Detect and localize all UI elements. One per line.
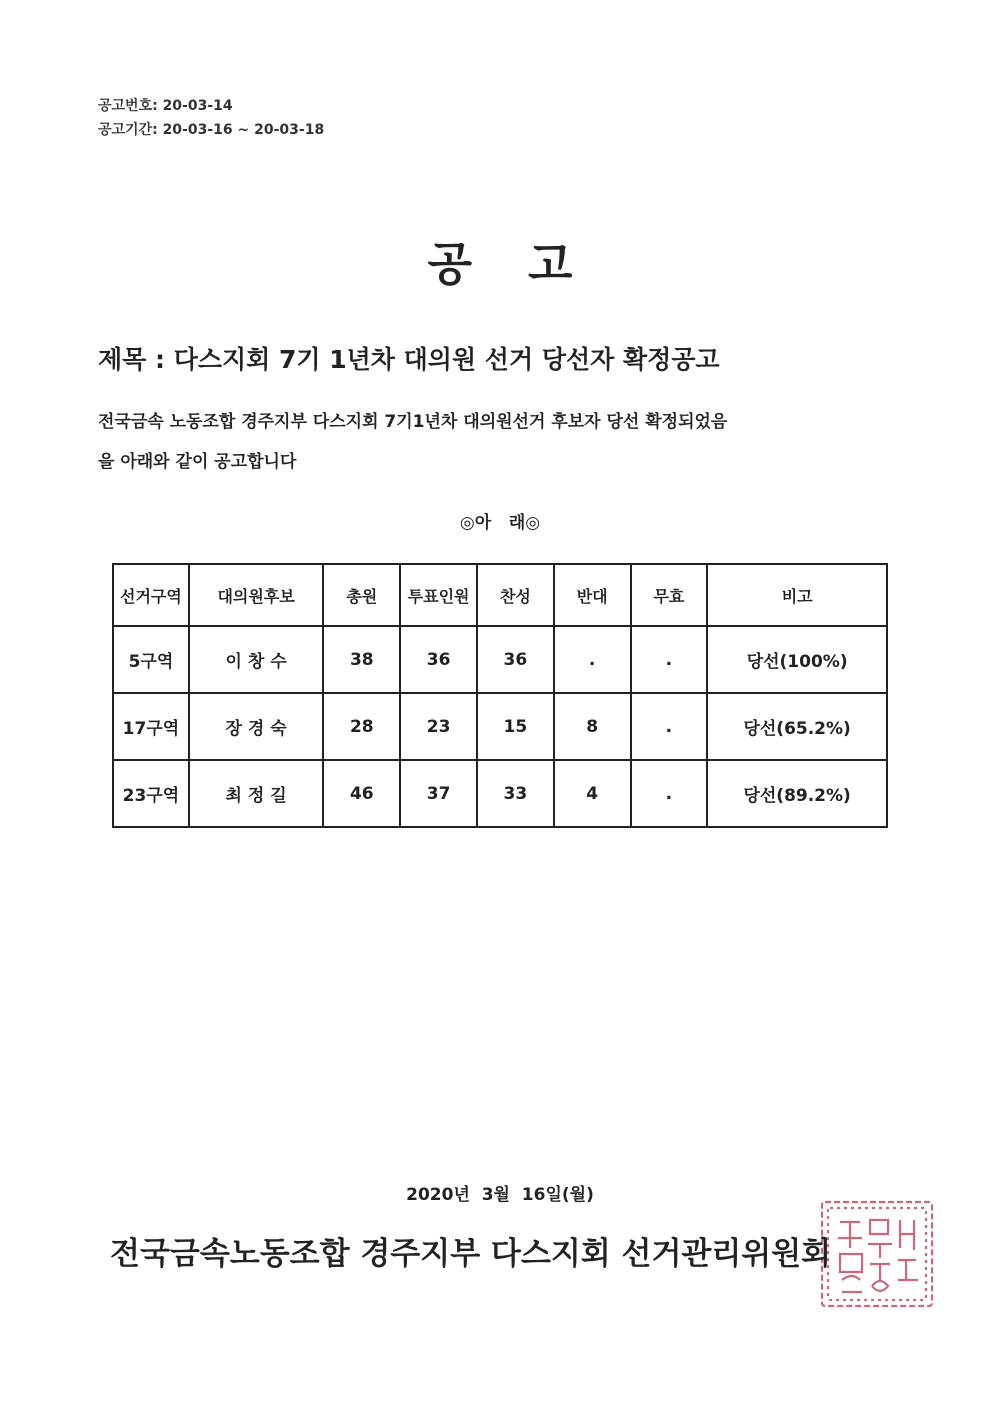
document-title: 공고 [427,237,629,291]
header-yes: 찬성 [477,564,554,626]
cell-voters: 23 [400,693,477,760]
header-total: 총원 [323,564,400,626]
cell-remarks: 당선(89.2%) [707,760,887,827]
cell-no: 8 [554,693,631,760]
cell-voters: 37 [400,760,477,827]
table-row [113,626,887,693]
cell-no: 4 [554,760,631,827]
cell-total: 28 [323,693,400,760]
issue-date: 2020년 3월 16일(월) [406,1185,594,1205]
official-seal-icon [818,1198,936,1310]
cell-invalid: . [631,760,708,827]
body-line-1: 전국금속 노동조합 경주지부 다스지회 7기1년차 대의원선거 후보자 당선 확정되었음 [98,412,728,432]
subject-line: 제목 : 다스지회 7기 1년차 대의원 선거 당선자 확정공고 [98,345,720,374]
section-heading: ◎아 래◎ [459,513,541,533]
header-candidate: 대의원후보 [189,564,324,626]
cell-total: 46 [323,760,400,827]
cell-yes: 15 [477,693,554,760]
table-header-row [113,564,887,626]
cell-district: 17구역 [113,693,189,760]
notice-period: 공고기간: 20-03-16 ~ 20-03-18 [98,122,325,138]
body-line-2: 을 아래와 같이 공고합니다 [98,452,297,472]
issuer-name: 전국금속노동조합 경주지부 다스지회 선거관리위원회 [110,1236,832,1272]
cell-invalid: . [631,626,708,693]
header-voters: 투표인원 [400,564,477,626]
header-invalid: 무효 [631,564,708,626]
header-no: 반대 [554,564,631,626]
cell-candidate: 최 정 길 [189,760,324,827]
table-row [113,760,887,827]
body-text [98,402,858,482]
cell-invalid: . [631,693,708,760]
cell-voters: 36 [400,626,477,693]
cell-district: 23구역 [113,760,189,827]
cell-candidate: 이 창 수 [189,626,324,693]
cell-remarks: 당선(100%) [707,626,887,693]
cell-yes: 33 [477,760,554,827]
table-row [113,693,887,760]
cell-yes: 36 [477,626,554,693]
cell-remarks: 당선(65.2%) [707,693,887,760]
notice-number: 공고번호: 20-03-14 [98,98,233,114]
notice-meta [98,94,324,142]
cell-no: . [554,626,631,693]
cell-total: 38 [323,626,400,693]
header-remarks: 비고 [707,564,887,626]
cell-district: 5구역 [113,626,189,693]
cell-candidate: 장 경 숙 [189,693,324,760]
header-district: 선거구역 [113,564,189,626]
election-result-table [112,563,888,828]
